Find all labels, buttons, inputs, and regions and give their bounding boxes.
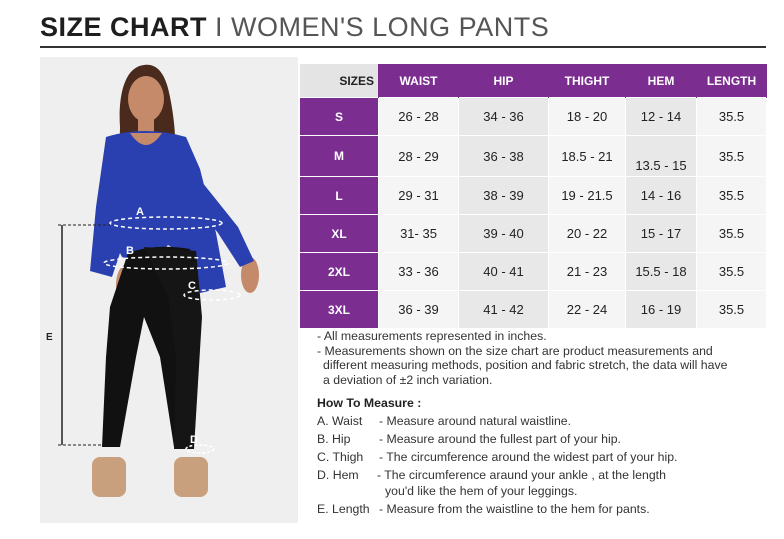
thigh-cell: 21 - 23 [549, 253, 626, 291]
measurement-notes [317, 329, 767, 387]
header-waist: WAIST [379, 64, 459, 98]
hem-cell: 15.5 - 18 [626, 253, 697, 291]
header-sizes: SIZES [300, 64, 379, 98]
note-line: different measuring methods, position and fabric stretch, the data will have [323, 358, 728, 373]
waist-cell: 28 - 29 [379, 136, 459, 177]
hem-cell: 12 - 14 [626, 98, 697, 136]
size-chart-table [299, 64, 767, 329]
measure-item-hip [317, 432, 621, 446]
size-cell: L [300, 177, 379, 215]
page-title [40, 12, 549, 43]
waist-cell: 33 - 36 [379, 253, 459, 291]
header-hip: HIP [459, 64, 549, 98]
thigh-cell: 20 - 22 [549, 215, 626, 253]
size-cell: M [300, 136, 379, 177]
measure-desc: - Measure around the fullest part of your hip. [379, 432, 621, 446]
length-cell: 35.5 [697, 253, 767, 291]
thigh-cell: 22 - 24 [549, 291, 626, 329]
table-row [300, 136, 767, 177]
title-main: SIZE CHART [40, 12, 207, 42]
note-line: a deviation of ±2 inch variation. [323, 372, 493, 387]
note-line: - Measurements shown on the size chart are product measurements and [317, 343, 713, 358]
label-e: E [46, 332, 53, 343]
hem-cell: 15 - 17 [626, 215, 697, 253]
size-cell: XL [300, 215, 379, 253]
measure-key: E. Length [317, 502, 370, 516]
header-thigh: THIGHT [549, 64, 626, 98]
hip-cell: 34 - 36 [459, 98, 549, 136]
thigh-cell: 18 - 20 [549, 98, 626, 136]
header-hem: HEM [626, 64, 697, 98]
size-cell: S [300, 98, 379, 136]
title-subtitle: I WOMEN'S LONG PANTS [215, 12, 550, 42]
table-row [300, 177, 767, 215]
length-cell: 35.5 [697, 215, 767, 253]
size-cell: 2XL [300, 253, 379, 291]
length-cell: 35.5 [697, 98, 767, 136]
table-header-row [300, 64, 767, 98]
measure-key: B. Hip [317, 432, 351, 446]
length-cell: 35.5 [697, 136, 767, 177]
table-row [300, 215, 767, 253]
hip-cell: 40 - 41 [459, 253, 549, 291]
length-cell: 35.5 [697, 177, 767, 215]
table-row [300, 253, 767, 291]
hem-cell: 13.5 - 15 [626, 136, 697, 177]
table-row [300, 291, 767, 329]
note-line: - All measurements represented in inches. [317, 329, 547, 343]
measure-key: D. Hem [317, 468, 359, 482]
hip-cell: 38 - 39 [459, 177, 549, 215]
length-cell: 35.5 [697, 291, 767, 329]
waist-cell: 26 - 28 [379, 98, 459, 136]
measure-desc: you'd like the hem of your leggings. [385, 484, 578, 498]
measure-desc: - Measure from the waistline to the hem for pants. [379, 502, 650, 516]
measure-desc: - The circumference around the widest part of your hip. [379, 450, 678, 464]
hip-cell: 36 - 38 [459, 136, 549, 177]
measure-key: C. Thigh [317, 450, 364, 464]
measure-desc: - The circumference araund your ankle , at the length [377, 468, 666, 482]
label-d: D [190, 434, 198, 446]
waist-cell: 36 - 39 [379, 291, 459, 329]
header-length: LENGTH [697, 64, 767, 98]
measure-item-waist [317, 414, 572, 428]
model-photo [40, 57, 298, 523]
table-row [300, 98, 767, 136]
hip-cell: 41 - 42 [459, 291, 549, 329]
hem-cell: 14 - 16 [626, 177, 697, 215]
label-c: C [188, 280, 196, 292]
hem-cell: 16 - 19 [626, 291, 697, 329]
measure-item-thigh [317, 450, 678, 464]
hip-cell: 39 - 40 [459, 215, 549, 253]
size-cell: 3XL [300, 291, 379, 329]
thigh-cell: 18.5 - 21 [549, 136, 626, 177]
title-divider [40, 46, 766, 48]
measure-key: A. Waist [317, 414, 363, 428]
model-figure-illustration [40, 57, 298, 523]
label-a: A [136, 206, 144, 218]
measure-item-length [317, 502, 650, 516]
waist-cell: 31- 35 [379, 215, 459, 253]
thigh-cell: 19 - 21.5 [549, 177, 626, 215]
label-b: B [126, 245, 134, 257]
measure-desc: - Measure around natural waistline. [379, 414, 572, 428]
waist-cell: 29 - 31 [379, 177, 459, 215]
how-to-measure-heading: How To Measure : [317, 396, 422, 410]
measure-item-hem [317, 468, 666, 482]
